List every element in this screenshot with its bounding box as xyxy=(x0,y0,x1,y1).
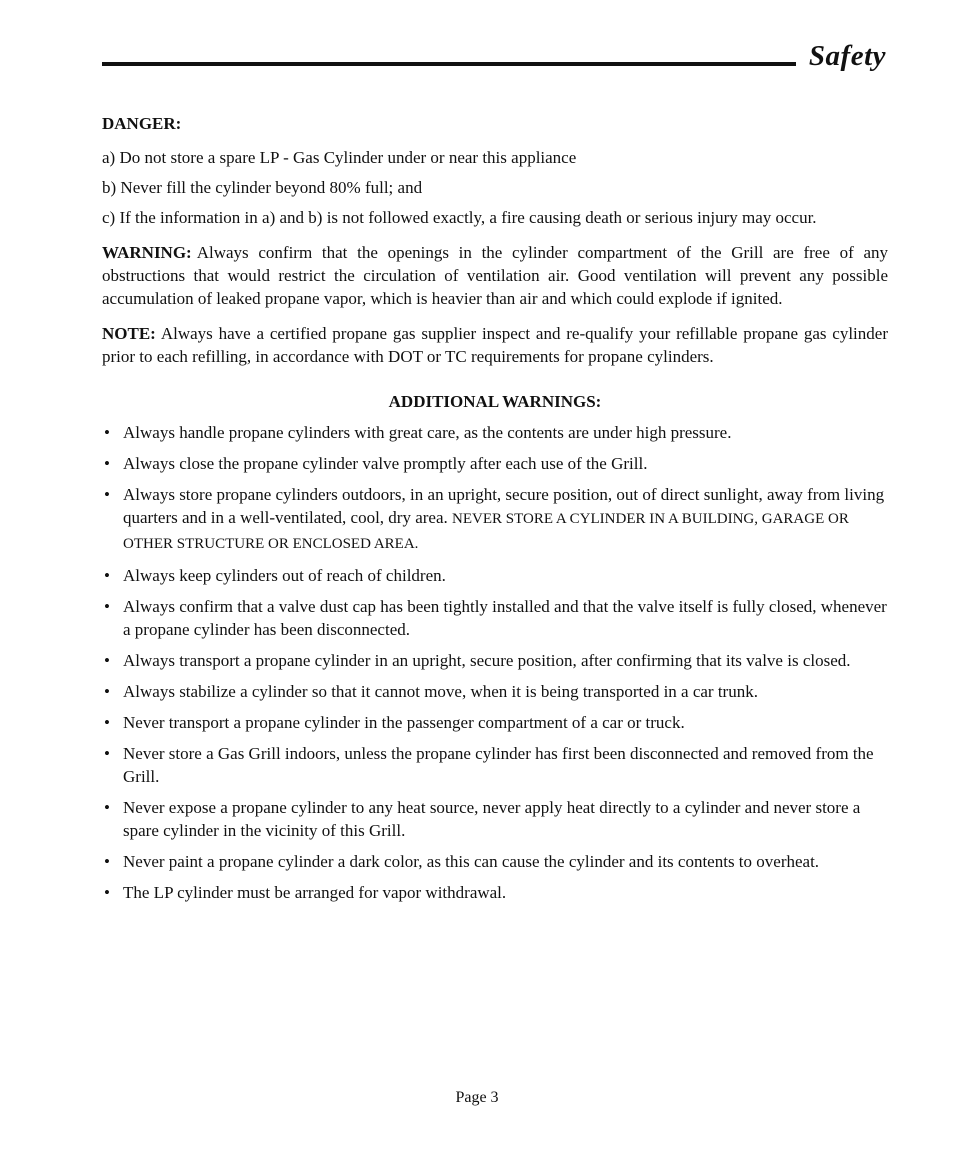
list-item-text: Always store propane cylinders outdoors, in an upright, secure position, out of direct sunlight, away from living quarters and in a well-ventilated, cool, dry area. xyxy=(123,485,885,527)
bullet-icon: • xyxy=(104,566,110,585)
bullet-icon: • xyxy=(104,713,110,732)
page-number: Page 3 xyxy=(455,1089,499,1106)
list-item-text: Never paint a propane cylinder a dark color, as this can cause the cylinder and its contents to overheat. xyxy=(123,852,820,871)
danger-item: c) If the information in a) and b) is not followed exactly, a fire causing death or serious injury may occur. xyxy=(102,208,817,227)
list-item xyxy=(102,421,888,444)
list-item-text: Never store a Gas Grill indoors, unless the propane cylinder has first been disconnected and removed from the Grill. xyxy=(123,744,874,786)
bullet-icon: • xyxy=(104,852,110,871)
list-item-emphasis: NEVER STORE A CYLINDER IN A BUILDING, GARAGE OR OTHER STRUCTURE OR ENCLOSED AREA. xyxy=(123,511,849,552)
warnings-list xyxy=(102,421,888,904)
danger-item: b) Never fill the cylinder beyond 80% full; and xyxy=(102,178,423,197)
bullet-icon: • xyxy=(104,423,110,442)
list-item-text: Always close the propane cylinder valve promptly after each use of the Grill. xyxy=(123,454,648,473)
bullet-icon: • xyxy=(104,744,110,763)
list-item xyxy=(102,742,888,788)
list-item-text: Always confirm that a valve dust cap has been tightly installed and that the valve itself is fully closed, whenever a propane cylinder has been disconnected. xyxy=(123,597,887,639)
list-item-text: The LP cylinder must be arranged for vapor withdrawal. xyxy=(123,883,507,902)
list-item xyxy=(102,796,888,842)
list-item-text: Always transport a propane cylinder in an upright, secure position, after confirming that its valve is closed. xyxy=(123,651,851,670)
note-text: Always have a certified propane gas supplier inspect and re-qualify your refillable propane gas cylinder prior to each refilling, in accordance with DOT or TC requirements for propane cylinders. xyxy=(102,324,888,366)
danger-item: a) Do not store a spare LP - Gas Cylinder under or near this appliance xyxy=(102,148,577,167)
bullet-icon: • xyxy=(104,597,110,616)
list-item xyxy=(102,564,888,587)
section-title: Safety xyxy=(808,40,886,72)
list-item xyxy=(102,881,888,904)
list-item xyxy=(102,452,888,475)
list-item-text: Always handle propane cylinders with great care, as the contents are under high pressure. xyxy=(123,423,732,442)
bullet-icon: • xyxy=(104,485,110,504)
list-item-text: Always keep cylinders out of reach of children. xyxy=(123,566,446,585)
list-item-text: Never transport a propane cylinder in the passenger compartment of a car or truck. xyxy=(123,713,685,732)
list-item-text: Never expose a propane cylinder to any heat source, never apply heat directly to a cylinder and never store a spare cylinder in the vicinity of this Grill. xyxy=(123,798,861,840)
list-item xyxy=(102,483,888,556)
list-item xyxy=(102,850,888,873)
list-item xyxy=(102,595,888,641)
warning-paragraph xyxy=(102,241,888,310)
bullet-icon: • xyxy=(104,798,110,817)
bullet-icon: • xyxy=(104,454,110,473)
note-label: NOTE: xyxy=(102,324,156,343)
list-item xyxy=(102,680,888,703)
note-paragraph xyxy=(102,322,888,368)
warning-label: WARNING: xyxy=(102,243,192,262)
bullet-icon: • xyxy=(104,883,110,902)
additional-warnings-heading: ADDITIONAL WARNINGS: xyxy=(388,392,602,411)
warning-text: Always confirm that the openings in the cylinder compartment of the Grill are free of any obstructions that would restrict the circulation of ventilation air. Good ventilation will prevent any possible accumulation of leaked propane vapor, which is heavier than air and which could explode if ignited. xyxy=(102,243,888,308)
header-rule xyxy=(102,62,796,66)
list-item xyxy=(102,649,888,672)
page-content xyxy=(102,112,888,912)
bullet-icon: • xyxy=(104,651,110,670)
page-header xyxy=(102,40,886,80)
list-item xyxy=(102,711,888,734)
bullet-icon: • xyxy=(104,682,110,701)
danger-heading: DANGER: xyxy=(102,114,182,133)
list-item-text: Always stabilize a cylinder so that it cannot move, when it is being transported in a car trunk. xyxy=(123,682,758,701)
